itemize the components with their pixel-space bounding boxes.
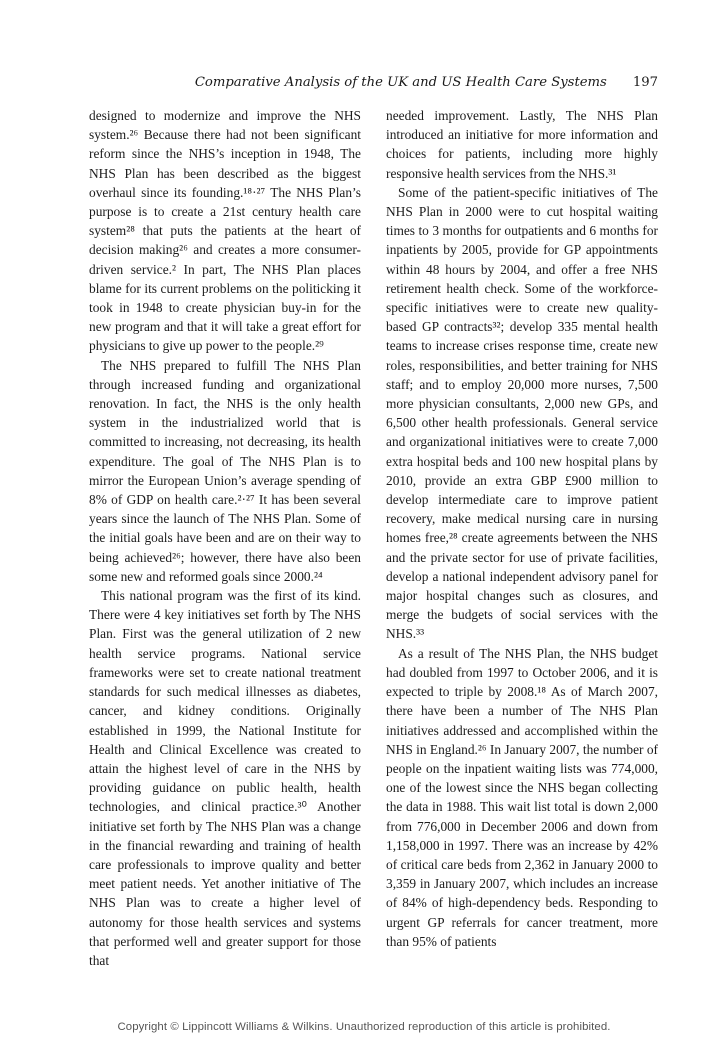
running-header <box>88 75 658 90</box>
page-number: 197 <box>632 75 658 90</box>
running-title: Comparative Analysis of the UK and US Health Care Systems <box>194 75 607 90</box>
paragraph: This national program was the first of its kind. There were 4 key initiatives set forth by The NHS Plan. First was the general utilization of 2 new health service programs. National service frameworks were set to create national treatment standards for such medical illnesses as diabetes, cancer, and kidney conditions. Originally established in 1999, the National Institute for Health and Clinical Excellence was created to attain the highest level of care in the NHS by providing guidance on public health, health technologies, and clinical practice.³⁰ Another initiative set forth by The NHS Plan was a change in the financial rewarding and training of health care professionals to improve quality and better meet patient needs. Yet another initiative of The NHS Plan was to create a higher level of autonomy for those health services and systems that performed well and greater support for those that <box>89 588 361 968</box>
paragraph: designed to modernize and improve the NHS system.²⁶ Because there had not been significant reform since the NHS’s inception in 1948, The NHS Plan has been described as the biggest overhaul since its founding.¹⁸·²⁷ The NHS Plan’s purpose is to create a 21st century health care system²⁸ that puts the patients at the heart of decision making²⁶ and creates a more consumer-driven service.² In part, The NHS Plan places blame for its current problems on the politicking it took in 1948 to create physician buy-in for the new program and that it will take a great effort for physicians to give up power to the people.²⁹ <box>89 108 361 354</box>
left-column <box>89 106 361 970</box>
right-column <box>386 106 658 951</box>
paragraph: As a result of The NHS Plan, the NHS budget had doubled from 1997 to October 2006, and it is expected to triple by 2008.¹⁸ As of March 2007, there have been a number of The NHS Plan initiatives addressed and accomplished within the NHS in England.²⁶ In January 2007, the number of people on the inpatient waiting lists was 774,000, one of the lowest since the NHS began collecting the data in 1988. This wait list total is down 2,000 from 776,000 in December 2006 and down from 1,158,000 in 1997. There was an increase by 42% of critical care beds from 2,362 in January 2000 to 3,359 in January 2007, which includes an increase of 84% of high-dependency beds. Responding to urgent GP referrals for cancer treatment, more than 95% of patients <box>386 645 658 949</box>
paragraph: Some of the patient-specific initiatives of The NHS Plan in 2000 were to cut hospital waiting times to 3 months for outpatients and 6 months for inpatients by 2005, provide for GP appointments within 48 hours by 2004, and offer a free NHS retirement health check. Some of the workforce-specific initiatives were to create new quality-based GP contracts³²; develop 335 mental health teams to increase crises response time, create new roles, responsibilities, and better training for NHS staff; and to employ 20,000 more nurses, 7,500 more physician consultants, 2,000 new GPs, and 6,500 other health professionals. General service and organizational initiatives were to create 7,000 extra hospital beds and 100 new hospital plans by 2010, provide an extra GBP £900 million to develop intermediate care to improve patient recovery, make medical nursing care in nursing homes free,²⁸ create agreements between the NHS and the private sector for use of private facilities, develop a national independent advisory panel for major hospital changes such as closures, and merge the budgets of social services with the NHS.³³ <box>386 184 658 642</box>
copyright-footer: Copyright © Lippincott Williams & Wilkins. Unauthorized reproduction of this article is prohibited. <box>117 1021 611 1033</box>
paragraph: The NHS prepared to fulfill The NHS Plan through increased funding and organizational renovation. In fact, the NHS is the only health system in the industrialized world that is committed to increasing, not decreasing, its health expenditure. The goal of The NHS Plan is to mirror the European Union’s average spending of 8% of GDP on health care.²·²⁷ It has been several years since the launch of The NHS Plan. Some of the initial goals have been and are on their way to being achieved²⁶; however, there have also been some new and reformed goals since 2000.²⁴ <box>89 357 361 584</box>
paragraph: needed improvement. Lastly, The NHS Plan introduced an initiative for more information and choices for patients, including more highly responsive health services from the NHS.³¹ <box>386 108 658 181</box>
